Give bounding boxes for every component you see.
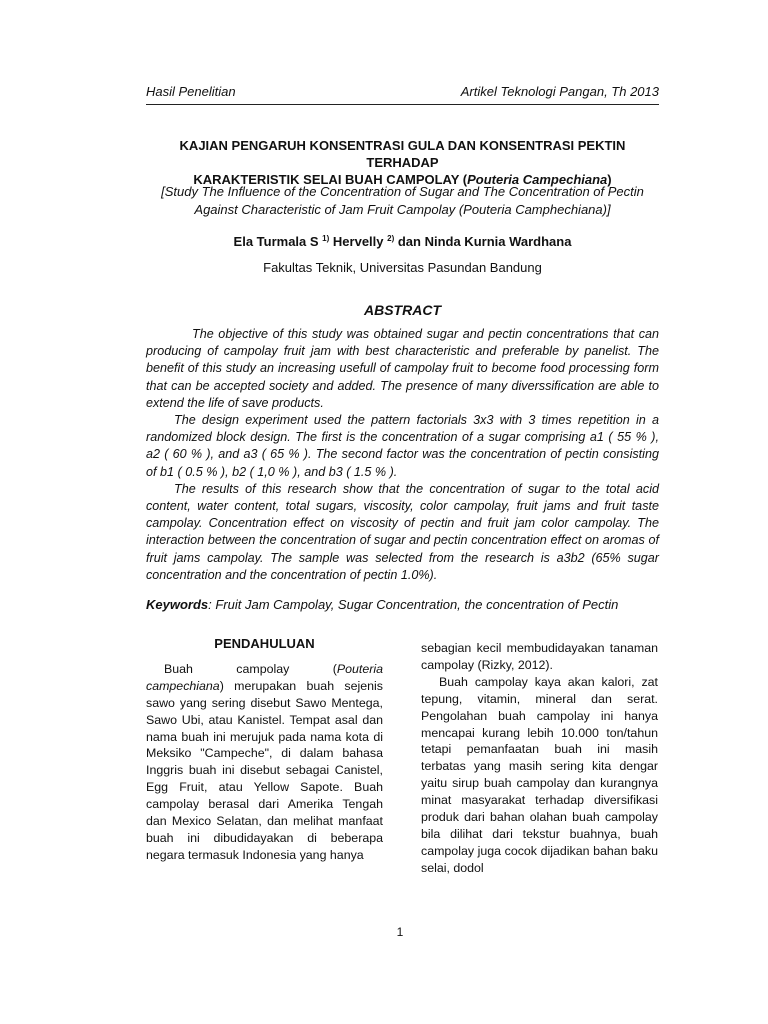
title-line-2-end: ) bbox=[607, 172, 612, 187]
title-line-2-main: KARAKTERISTIK SELAI BUAH CAMPOLAY ( bbox=[193, 172, 468, 187]
abstract-paragraph-2: The design experiment used the pattern factorials 3x3 with 3 times repetition in a randomized block design. The first is the concentration of a sugar comprising a1 ( 55 % ), a2 ( 60 % ), and a3 ( 65 % ). The second factor was the concentration of pectin consisting of b1 ( 0.5 % ), b2 ( 1,0 % ), and b3 ( 1.5 % ). bbox=[146, 413, 659, 479]
author-1-affil-mark: 1) bbox=[322, 234, 330, 243]
intro-p1-text-b: ) merupakan buah sejenis sawo yang sering disebut Sawo Mentega, Sawo Ubi, atau Kanistel. Tempat asal dan nama buah ini merujuk pada nama kota di Meksiko "Campeche", di dalam bahasa Inggris buah ini disebut sebagai Canistel, Egg Fruit, atau Yellow Sapote. Buah campolay berasal dari Amerika Tengah dan Mexico Selatan, dan melihat manfaat buah ini dibudidayakan di beberapa negara termasuk Indonesia yang hanya bbox=[146, 678, 383, 862]
keywords-text: : Fruit Jam Campolay, Sugar Concentration, the concentration of Pectin bbox=[208, 597, 619, 612]
paper-title bbox=[146, 137, 659, 188]
english-title bbox=[146, 183, 659, 219]
english-title-line-2: Against Characteristic of Jam Fruit Campolay (Pouteria Camphechiana)] bbox=[194, 202, 611, 217]
intro-paragraph-1 bbox=[146, 661, 383, 864]
abstract-paragraph-1: The objective of this study was obtained sugar and pectin concentrations that can producing of campolay fruit jam with best characteristic and preferable by panelist. The benefit of this study an increasing usefull of campolay fruit to become food processing form that can be accepted society and added. The presence of many diverssification are able to extend the life of save products. bbox=[146, 327, 659, 410]
author-2-affil-mark: 2) bbox=[387, 234, 395, 243]
body-column-left bbox=[146, 636, 383, 864]
abstract-body bbox=[146, 326, 659, 584]
header-right: Artikel Teknologi Pangan, Th 2013 bbox=[460, 84, 659, 99]
keywords bbox=[146, 597, 659, 612]
affiliation: Fakultas Teknik, Universitas Pasundan Bandung bbox=[263, 260, 542, 275]
abstract-heading: ABSTRACT bbox=[364, 302, 441, 318]
body-column-right bbox=[421, 640, 658, 877]
intro-paragraph-1-continued: sebagian kecil membudidayakan tanaman campolay (Rizky, 2012). bbox=[421, 641, 658, 672]
intro-p1-scientific-name: Pouteria campechiana bbox=[146, 661, 383, 693]
running-header bbox=[146, 84, 659, 106]
page-number: 1 bbox=[396, 925, 404, 939]
title-scientific-name: Pouteria Campechiana bbox=[467, 172, 608, 187]
author-list bbox=[146, 234, 659, 249]
author-3: dan Ninda Kurnia Wardhana bbox=[394, 234, 572, 249]
title-line-1: KAJIAN PENGARUH KONSENTRASI GULA DAN KONSENTRASI PEKTIN TERHADAP bbox=[179, 138, 626, 170]
section-heading-introduction: PENDAHULUAN bbox=[214, 636, 315, 651]
abstract-paragraph-3: The results of this research show that the concentration of sugar to the total acid content, water content, total sugars, viscosity, color campolay, fruit jams and fruit taste campolay. Concentration effect on viscosity of pectin and fruit jam color campolay. The interaction between the concentration of sugar and pectin concentration effect on aromas of fruit jams campolay. The sample was selected from the research is a3b2 (65% sugar concentration and the concentration of pectin 1.0%). bbox=[146, 481, 659, 582]
keywords-label: Keywords bbox=[146, 597, 209, 612]
english-title-line-1: [Study The Influence of the Concentration of Sugar and The Concentration of Pectin bbox=[161, 184, 644, 199]
header-left: Hasil Penelitian bbox=[146, 84, 236, 99]
header-divider bbox=[146, 104, 659, 105]
author-2: Hervelly bbox=[329, 234, 388, 249]
author-1: Ela Turmala S bbox=[233, 234, 323, 249]
intro-p1-text-a: Buah campolay ( bbox=[164, 661, 337, 676]
intro-paragraph-2: Buah campolay kaya akan kalori, zat tepung, vitamin, mineral dan serat. Pengolahan buah campolay ini hanya mencapai kurang lebih 10.000 ton/tahun tetapi pemanfaatan buah ini masih terbatas yang masih sering kita dengar yaitu sirup buah campolay dan kurangnya minat masyarakat terhadap diversifikasi produk dari bahan olahan buah campolay bila dilihat dari tekstur buahnya, buah campolay juga cocok dijadikan bahan baku selai, dodol bbox=[421, 674, 658, 875]
